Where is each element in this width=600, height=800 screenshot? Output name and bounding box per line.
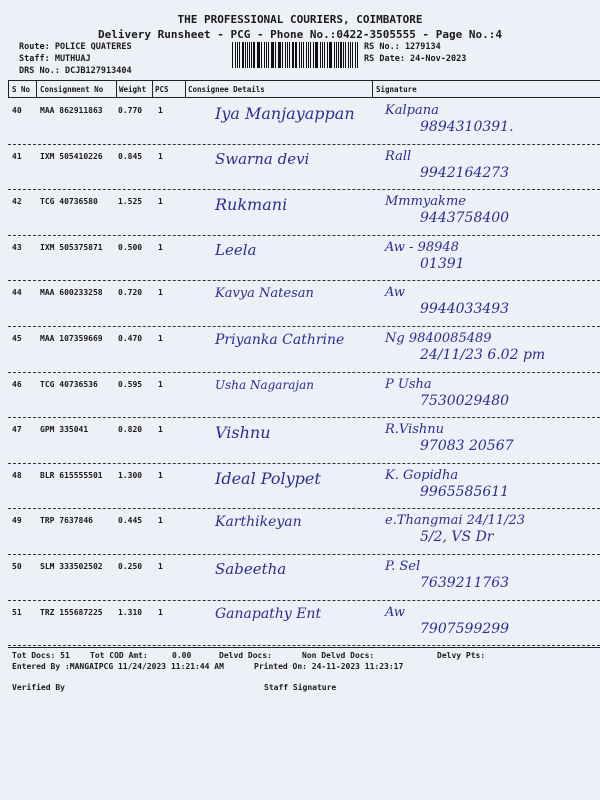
row-consignment-no: SLM 333502502	[40, 562, 103, 571]
row-pcs: 1	[158, 151, 163, 161]
verified-by-label: Verified By	[12, 683, 65, 692]
barcode-bar	[237, 42, 238, 68]
row-weight: 0.445	[118, 516, 143, 526]
barcode-bar	[330, 42, 331, 68]
row-signature-name: Kalpana	[385, 103, 439, 118]
row-pcs: 1	[158, 197, 163, 207]
barcode-bar	[271, 42, 272, 68]
row-consignment-no: GPM 335041	[40, 425, 89, 435]
row-consignee-name: Iya Manjayappan	[215, 104, 355, 123]
barcode-bar	[357, 42, 358, 68]
barcode-bar	[338, 42, 339, 68]
barcode-bar	[247, 42, 248, 68]
row-separator	[8, 417, 600, 418]
row-signature-name: e.Thangmai 24/11/23	[385, 513, 526, 529]
barcode-bar	[261, 42, 262, 68]
row-pcs: 1	[158, 607, 163, 617]
row-consignment-no: MAA 600233258	[40, 288, 103, 298]
row-consignee-name: Usha Nagarajan	[215, 377, 314, 392]
barcode-bar	[279, 42, 281, 68]
barcode-bar	[249, 42, 250, 68]
printed-on: Printed On: 24-11-2023 11:23:17	[254, 662, 404, 671]
col-header-weight: Weight	[119, 85, 147, 94]
row-signature-name: K. Gopidha	[385, 467, 459, 483]
drs-number: DRS No.: DCJB127913404	[19, 66, 132, 76]
row-consignment-no: TCG 40736580	[40, 197, 98, 207]
row-weight: 0.770	[118, 106, 143, 115]
barcode-bar	[239, 42, 240, 68]
barcode-bar	[322, 42, 323, 68]
row-consignee-name: Leela	[215, 240, 257, 259]
row-pcs: 1	[158, 334, 163, 343]
col-divider	[8, 80, 9, 97]
non-delivered-docs: Non Delvd Docs:	[302, 651, 375, 660]
barcode-bar	[245, 42, 246, 68]
barcode-bar	[343, 42, 344, 68]
barcode-bar	[253, 42, 254, 68]
barcode-bar	[308, 42, 309, 68]
table-row	[0, 100, 600, 146]
col-header-pcs: PCS	[155, 85, 169, 94]
barcode-bar	[299, 42, 300, 68]
row-signature-phone: 9965585611	[420, 483, 510, 500]
row-sno: 40	[12, 106, 22, 115]
barcode-bar	[282, 42, 283, 68]
rs-date: RS Date: 24-Nov-2023	[364, 54, 467, 64]
row-separator	[8, 508, 600, 509]
row-consignment-no: IXM 505410226	[40, 151, 103, 161]
row-signature-name: Aw - 98948	[385, 239, 459, 255]
barcode-bar	[334, 42, 335, 68]
row-weight: 0.500	[118, 242, 143, 252]
row-signature-name: Aw	[385, 604, 405, 620]
row-signature-phone: 9944033493	[420, 301, 510, 318]
barcode-bar	[329, 42, 330, 68]
row-weight: 0.470	[118, 334, 143, 343]
row-pcs: 1	[158, 242, 163, 252]
barcode-bar	[278, 42, 279, 68]
row-weight: 1.310	[118, 607, 143, 617]
footer-rule	[8, 647, 600, 648]
barcode-bar	[320, 42, 321, 68]
barcode-bar	[258, 42, 260, 68]
delivery-points: Delvy Pts:	[437, 651, 486, 660]
row-signature-name: R.Vishnu	[385, 422, 445, 438]
barcode-bar	[315, 42, 316, 68]
row-signature-name: P Usha	[385, 376, 432, 392]
row-signature-phone: 24/11/23 6.02 pm	[420, 347, 546, 363]
row-pcs: 1	[158, 288, 163, 298]
rs-number: RS No.: 1279134	[364, 42, 441, 52]
col-divider	[116, 80, 117, 97]
row-weight: 1.525	[118, 197, 143, 207]
barcode-bar	[324, 42, 325, 68]
barcode-bar	[266, 42, 267, 68]
barcode-bar	[313, 42, 314, 68]
row-pcs: 1	[158, 562, 163, 571]
col-divider	[36, 80, 37, 97]
barcode-bar	[327, 42, 328, 68]
barcode-bar	[235, 42, 236, 68]
barcode-bar	[242, 42, 244, 68]
total-docs: Tot Docs: 51	[12, 651, 70, 660]
barcode-bar	[355, 42, 356, 68]
table-row	[0, 510, 600, 556]
row-sno: 42	[12, 197, 22, 207]
row-weight: 0.595	[118, 379, 143, 389]
row-pcs: 1	[158, 379, 163, 389]
row-signature-phone: 97083 20567	[420, 438, 514, 455]
col-divider	[152, 80, 153, 97]
row-separator	[8, 189, 600, 190]
barcode-bar	[272, 42, 273, 68]
row-sno: 50	[12, 562, 22, 571]
barcode-bar	[292, 42, 293, 68]
row-consignee-name: Vishnu	[215, 423, 271, 443]
row-consignment-no: MAA 862911863	[40, 106, 103, 115]
barcode-bar	[295, 42, 297, 68]
barcode-bar	[306, 42, 307, 68]
row-separator	[8, 280, 600, 281]
barcode-bar	[268, 42, 269, 68]
row-separator	[8, 600, 600, 601]
barcode-bar	[352, 42, 353, 68]
barcode-bar	[303, 42, 304, 68]
barcode-bar	[310, 42, 311, 68]
row-consignee-name: Priyanka Cathrine	[215, 332, 345, 348]
row-consignment-no: MAA 107359669	[40, 334, 103, 343]
barcode-bar	[232, 42, 233, 68]
col-divider	[185, 80, 186, 97]
row-signature-phone: 7907599299	[420, 620, 510, 637]
table-row	[0, 328, 600, 374]
barcode-bar	[287, 42, 288, 68]
row-sno: 51	[12, 607, 22, 617]
barcode-bar	[301, 42, 302, 68]
barcode-bar	[285, 42, 286, 68]
row-consignee-name: Swarna devi	[215, 149, 310, 168]
col-header-consignee: Consignee Details	[188, 85, 265, 94]
row-signature-phone: 7530029480	[420, 392, 510, 409]
barcode-bar	[348, 42, 349, 68]
company-title: THE PROFESSIONAL COURIERS, COIMBATORE	[177, 13, 423, 26]
barcode	[232, 42, 358, 68]
table-row	[0, 374, 600, 420]
total-cod-amount: 0.00	[172, 651, 192, 660]
barcode-bar	[345, 42, 346, 68]
col-header-consignment: Consignment No	[40, 85, 104, 94]
barcode-bar	[340, 42, 342, 68]
table-row	[0, 237, 600, 283]
table-row	[0, 602, 600, 648]
staff-label: Staff: MUTHUAJ	[19, 54, 91, 64]
barcode-bar	[257, 42, 258, 68]
row-weight: 1.300	[118, 470, 143, 480]
table-row	[0, 556, 600, 602]
row-signature-phone: 5/2, VS Dr	[420, 529, 494, 546]
row-signature-phone: 9443758400	[420, 210, 510, 227]
row-weight: 0.820	[118, 425, 143, 435]
barcode-bar	[336, 42, 337, 68]
row-consignee-name: Ideal Polypet	[215, 468, 321, 488]
row-pcs: 1	[158, 425, 163, 435]
row-consignment-no: TRZ 155687225	[40, 607, 103, 617]
row-separator	[8, 326, 600, 327]
row-signature-phone: 9942164273	[420, 164, 510, 181]
delivered-docs: Delvd Docs:	[219, 651, 272, 660]
row-sno: 46	[12, 379, 22, 389]
row-consignee-name: Sabeetha	[215, 560, 287, 578]
table-row	[0, 146, 600, 192]
barcode-bar	[289, 42, 290, 68]
header-rule-top	[8, 80, 600, 81]
row-separator	[8, 554, 600, 555]
row-weight: 0.845	[118, 151, 143, 161]
row-sno: 43	[12, 242, 22, 252]
row-sno: 48	[12, 470, 22, 480]
table-row	[0, 419, 600, 465]
row-sno: 47	[12, 425, 22, 435]
row-consignee-name: Kavya Natesan	[215, 286, 314, 302]
row-consignment-no: TRP 7637846	[40, 516, 93, 526]
row-pcs: 1	[158, 470, 163, 480]
row-separator	[8, 235, 600, 236]
runsheet-subtitle: Delivery Runsheet - PCG - Phone No.:0422-3505555 - Page No.:4	[98, 28, 502, 41]
barcode-bar	[251, 42, 252, 68]
barcode-bar	[275, 42, 276, 68]
row-separator	[8, 372, 600, 373]
row-signature-phone: 9894310391.	[420, 119, 514, 135]
col-header-sno: S No	[12, 85, 31, 94]
row-consignee-name: Rukmani	[215, 195, 288, 215]
barcode-bar	[350, 42, 351, 68]
row-separator	[8, 463, 600, 464]
barcode-bar	[293, 42, 294, 68]
total-cod-label: Tot COD Amt:	[90, 651, 148, 660]
row-sno: 41	[12, 151, 22, 161]
row-sno: 44	[12, 288, 22, 298]
row-signature-phone: 7639211763	[420, 575, 510, 591]
row-signature-name: Ng 9840085489	[385, 331, 492, 346]
entered-by: Entered By :MANGAIPCG 11/24/2023 11:21:44 AM	[12, 662, 224, 671]
row-weight: 0.720	[118, 288, 143, 298]
row-separator	[8, 144, 600, 145]
row-consignment-no: TCG 40736536	[40, 379, 98, 389]
row-weight: 0.250	[118, 562, 143, 571]
row-pcs: 1	[158, 516, 163, 526]
table-row	[0, 282, 600, 328]
row-consignee-name: Ganapathy Ent	[215, 605, 322, 622]
row-consignment-no: BLR 615555501	[40, 470, 103, 480]
row-signature-name: Mmmyakme	[385, 194, 466, 210]
row-consignee-name: Karthikeyan	[215, 514, 302, 531]
table-row	[0, 191, 600, 237]
staff-signature-label: Staff Signature	[264, 683, 337, 692]
row-signature-phone: 01391	[420, 255, 465, 272]
row-sno: 49	[12, 516, 22, 526]
barcode-bar	[316, 42, 318, 68]
row-signature-name: Rall	[385, 148, 412, 164]
col-header-signature: Signature	[376, 85, 417, 94]
header-rule-bottom	[8, 97, 600, 98]
row-signature-name: P. Sel	[385, 559, 421, 574]
row-signature-name: Aw	[385, 285, 405, 301]
route-label: Route: POLICE QUATERES	[19, 42, 132, 52]
row-pcs: 1	[158, 106, 163, 115]
row-sno: 45	[12, 334, 22, 343]
col-divider	[372, 80, 373, 97]
table-row	[0, 465, 600, 511]
row-consignment-no: IXM 505375871	[40, 242, 103, 252]
barcode-bar	[264, 42, 265, 68]
